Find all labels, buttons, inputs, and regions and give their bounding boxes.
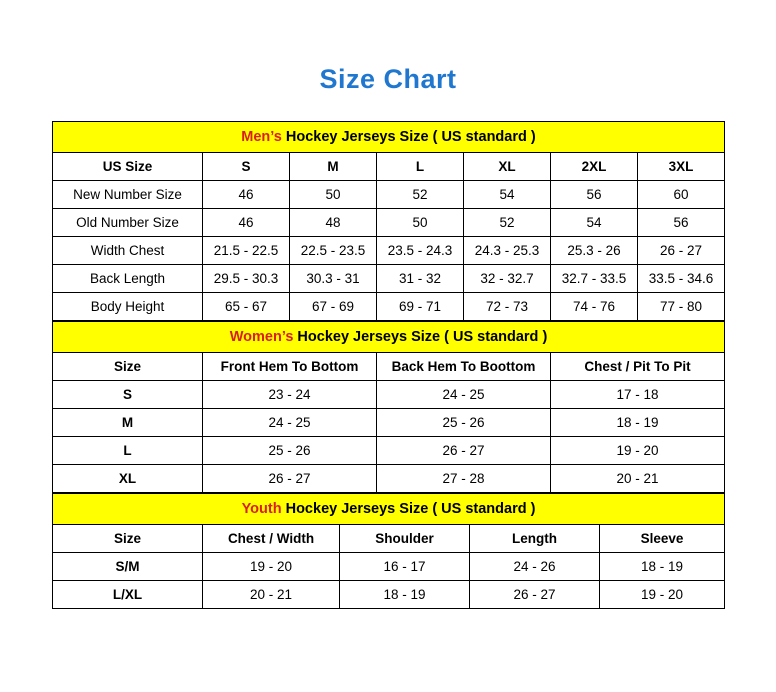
mens-cell: 60 [638,181,725,209]
mens-size-table [52,121,725,321]
youth-cell: 18 - 19 [340,581,470,609]
womens-header-cell: Back Hem To Boottom [377,353,551,381]
mens-cell: 32 - 32.7 [464,265,551,293]
mens-header-cell: M [290,153,377,181]
youth-header-cell: Sleeve [600,525,725,553]
youth-row-label: S/M [53,553,203,581]
mens-header-cell: XL [464,153,551,181]
mens-cell: 23.5 - 24.3 [377,237,464,265]
table-row [53,293,725,321]
womens-cell: 26 - 27 [377,437,551,465]
womens-cell: 17 - 18 [551,381,725,409]
mens-cell: 48 [290,209,377,237]
mens-cell: 25.3 - 26 [551,237,638,265]
mens-cell: 46 [203,181,290,209]
womens-size-table [52,321,725,493]
womens-header-cell: Front Hem To Bottom [203,353,377,381]
table-row [53,437,725,465]
mens-cell: 21.5 - 22.5 [203,237,290,265]
mens-cell: 22.5 - 23.5 [290,237,377,265]
mens-cell: 54 [551,209,638,237]
youth-banner-rest: Hockey Jerseys Size ( US standard ) [281,501,536,517]
mens-cell: 72 - 73 [464,293,551,321]
womens-cell: 18 - 19 [551,409,725,437]
mens-row-label: Old Number Size [53,209,203,237]
womens-cell: 27 - 28 [377,465,551,493]
womens-cell: 23 - 24 [203,381,377,409]
youth-size-table [52,493,725,609]
youth-cell: 18 - 19 [600,553,725,581]
mens-cell: 56 [551,181,638,209]
mens-cell: 31 - 32 [377,265,464,293]
table-banner-row [53,322,725,353]
mens-cell: 26 - 27 [638,237,725,265]
youth-cell: 24 - 26 [470,553,600,581]
table-header-row [53,353,725,381]
mens-cell: 65 - 67 [203,293,290,321]
mens-cell: 74 - 76 [551,293,638,321]
mens-cell: 69 - 71 [377,293,464,321]
mens-cell: 50 [290,181,377,209]
youth-cell: 20 - 21 [203,581,340,609]
table-header-row [53,153,725,181]
womens-cell: 25 - 26 [377,409,551,437]
mens-cell: 29.5 - 30.3 [203,265,290,293]
womens-cell: 19 - 20 [551,437,725,465]
womens-cell: 24 - 25 [377,381,551,409]
table-row [53,581,725,609]
youth-cell: 16 - 17 [340,553,470,581]
womens-row-label: S [53,381,203,409]
mens-row-label: Back Length [53,265,203,293]
mens-banner-rest: Hockey Jerseys Size ( US standard ) [281,129,536,145]
table-row [53,409,725,437]
youth-banner-accent: Youth [241,501,282,517]
womens-row-label: L [53,437,203,465]
mens-header-cell: 2XL [551,153,638,181]
mens-banner-accent: Men’s [241,129,282,145]
mens-cell: 50 [377,209,464,237]
youth-cell: 19 - 20 [203,553,340,581]
table-row [53,381,725,409]
table-row [53,265,725,293]
mens-section-banner [53,122,725,153]
mens-header-cell: 3XL [638,153,725,181]
womens-section-banner [53,322,725,353]
youth-header-cell: Length [470,525,600,553]
size-tables-container [52,93,724,609]
mens-cell: 67 - 69 [290,293,377,321]
womens-banner-rest: Hockey Jerseys Size ( US standard ) [293,329,548,345]
mens-row-label: Width Chest [53,237,203,265]
table-row [53,237,725,265]
page-title: Size Chart [319,64,457,94]
table-banner-row [53,122,725,153]
mens-cell: 24.3 - 25.3 [464,237,551,265]
mens-cell: 52 [464,209,551,237]
mens-header-cell: US Size [53,153,203,181]
mens-cell: 52 [377,181,464,209]
womens-header-cell: Size [53,353,203,381]
table-header-row [53,525,725,553]
mens-cell: 46 [203,209,290,237]
table-row [53,181,725,209]
mens-header-cell: L [377,153,464,181]
youth-cell: 19 - 20 [600,581,725,609]
womens-header-cell: Chest / Pit To Pit [551,353,725,381]
mens-cell: 32.7 - 33.5 [551,265,638,293]
mens-row-label: New Number Size [53,181,203,209]
mens-cell: 33.5 - 34.6 [638,265,725,293]
table-row [53,553,725,581]
youth-header-cell: Shoulder [340,525,470,553]
womens-banner-accent: Women’s [229,329,294,345]
womens-row-label: M [53,409,203,437]
mens-header-cell: S [203,153,290,181]
table-banner-row [53,494,725,525]
womens-cell: 20 - 21 [551,465,725,493]
womens-cell: 26 - 27 [203,465,377,493]
womens-cell: 25 - 26 [203,437,377,465]
womens-row-label: XL [53,465,203,493]
mens-cell: 56 [638,209,725,237]
table-row [53,209,725,237]
mens-cell: 54 [464,181,551,209]
youth-cell: 26 - 27 [470,581,600,609]
youth-header-cell: Size [53,525,203,553]
womens-cell: 24 - 25 [203,409,377,437]
mens-cell: 30.3 - 31 [290,265,377,293]
youth-header-cell: Chest / Width [203,525,340,553]
youth-section-banner [53,494,725,525]
table-row [53,465,725,493]
mens-row-label: Body Height [53,293,203,321]
mens-cell: 77 - 80 [638,293,725,321]
youth-row-label: L/XL [53,581,203,609]
